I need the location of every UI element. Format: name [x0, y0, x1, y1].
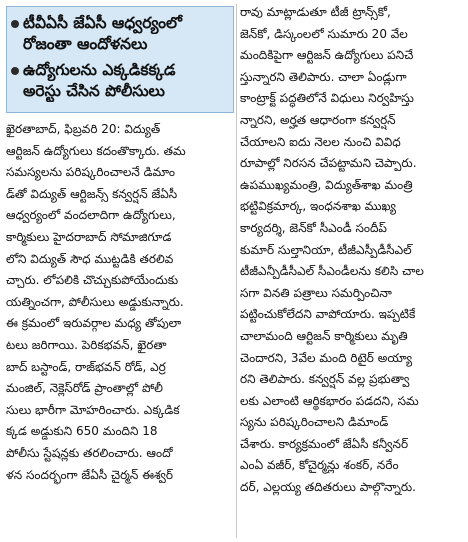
bullet-icon [11, 20, 19, 28]
article-line: యత్నించగా, పోలీసులు అడ్డుకున్నారు. [6, 294, 184, 309]
article-line: రావు మాట్లాడుతూ టీజీ ట్రాన్స్‌కో, [240, 5, 391, 19]
article-line: మంజిల్, నెక్లెస్‌రోడ్ ప్రాంతాల్లో పోలీ [6, 381, 163, 396]
article-line: ఖైరతాబాద్, ఫిబ్రవరి 20: విద్యుత్ [6, 122, 161, 136]
article-line: చేశారు. కార్యక్రమంలో జేఏసీ కన్వీనర్ [240, 436, 409, 451]
article-line: ళన సందర్భంగా జేఏసీ చైర్మన్ ఈశ్వర్ [6, 467, 173, 482]
article-body-left [6, 119, 234, 486]
article-line: భట్టివిక్రమార్క, ఇంధనశాఖ ముఖ్య [240, 199, 396, 214]
headline-item [7, 13, 233, 55]
article-line: సులు భారీగా మోహరించారు. ఎక్కడిక [6, 402, 180, 417]
article-line: చ్చారు. లోపలికి చొచ్చుకుపోయేందుకు [6, 273, 179, 288]
article-line: స్యను పరిష్కరించాలని డిమాండ్ [240, 415, 389, 430]
article-line: దర్, ఎల్లయ్య తదితరులు పాల్గొన్నారు. [240, 480, 416, 495]
article-line: కార్మికులు హైదరాబాద్ సోమాజిగూడ [6, 229, 172, 244]
article-line: పట్టించుకోలేదని వాపోయారు. ఇప్పటికే [240, 307, 416, 322]
article-body-right [240, 2, 462, 499]
right-column [240, 0, 462, 499]
article-line: బాద్ బస్టాండ్, రాజ్‌భవన్ రోడ్, ఎర్ర [6, 359, 166, 374]
headline-box [6, 6, 234, 113]
article-line: ఆర్టిజన్ ఉద్యోగులు కదంతొక్కారు. తమ [6, 143, 186, 158]
article-line: చాలామంది ఆర్టిజన్ కార్మికులు మృతి [240, 328, 408, 343]
article-line: ఉపముఖ్యమంత్రి, విద్యుత్‌శాఖ మంత్రి [240, 177, 413, 192]
headline-line: అరెస్టు చేసిన పోలీసులు [23, 82, 165, 100]
article-line: కార్యదర్శి, జెన్‌కో సీఎండీ సందీప్ [240, 220, 387, 235]
article-line: జెన్‌కో, డిస్కంలలో సుమారు 20 వేల [240, 26, 408, 41]
article-line: ఎంఏ వజీర్, కోచైర్మన్లు శంకర్, నరేం [240, 458, 399, 473]
article-line: రూపాల్లో నిరసన చేపట్టామని చెప్పారు. [240, 156, 417, 171]
article-line: రని తెలిపారు. కన్వర్షన్ వల్ల ప్రభుత్వా [240, 372, 410, 387]
article-line: సగా వినతి పత్రాలు సమర్పించినా [240, 285, 392, 300]
article-line: లోని విద్యుత్ సౌధ ముట్టడికి తరలివ [6, 251, 174, 266]
headline-line: రోజంతా ఆందోళనలు [23, 35, 148, 53]
headline-item [7, 60, 233, 102]
article-line: ఆధ్వర్యంలో వందలాదిగా ఉద్యోగులు, [6, 208, 176, 223]
bullet-icon [11, 67, 19, 75]
column-divider [236, 4, 237, 538]
article-line: కుమార్ సుల్తానియా, టీజీఎస్పీడీసీఎల్ [240, 242, 412, 257]
article-line: మందికిపైగా ఆర్టిజన్ ఉద్యోగులు పనిచే [240, 48, 414, 63]
headline-line: ఉద్యోగులను ఎక్కడికక్కడ [23, 61, 176, 79]
article-line: టలు జరిగాయి. పెరికభవన్, ఖైరతా [6, 337, 167, 352]
article-line: క్కడ అడ్డుకుని 650 మందిని 18 [6, 424, 158, 439]
article-line: పోలీసు స్టేషన్లకు తరలించారు. ఆందో [6, 445, 173, 460]
article-line: కాంట్రాక్ట్ పద్ధతిలోనే విధులు నిర్వహిస్తు [240, 91, 414, 106]
headline-line: టీవీఏసీ జేఏసీ ఆధ్వర్యంలో [23, 14, 182, 32]
article-line: లకు ఎలాంటి ఆర్థికభారం పడదని, సమ [240, 393, 419, 408]
left-column [6, 0, 234, 486]
article-line: టీజీఎన్పీడీసీఎల్ సీఎండీలను కలిసి చాల [240, 264, 424, 279]
article-line: ఈ క్రమంలో ఇరువర్గాల మధ్య తోపులా [6, 316, 182, 331]
article-line: న్నారని, అర్హత ఆధారంగా కన్వర్షన్ [240, 112, 396, 127]
article-line: చెందారని, 3వేల మంది రిటైర్ అయ్యా [240, 350, 413, 365]
article-line: సమస్యలను పరిష్కరించాలనే డిమాం [6, 165, 175, 180]
article-line: డ్‌తో విద్యుత్ ఆర్టిజన్స్ కన్వర్షన్ జేఏసీ [6, 186, 178, 201]
article-line: చేయాలని ఐదు నెలల నుంచి వివిధ [240, 134, 401, 149]
article-line: స్తున్నారని తెలిపారు. చాలా ఏండ్లుగా [240, 69, 407, 84]
